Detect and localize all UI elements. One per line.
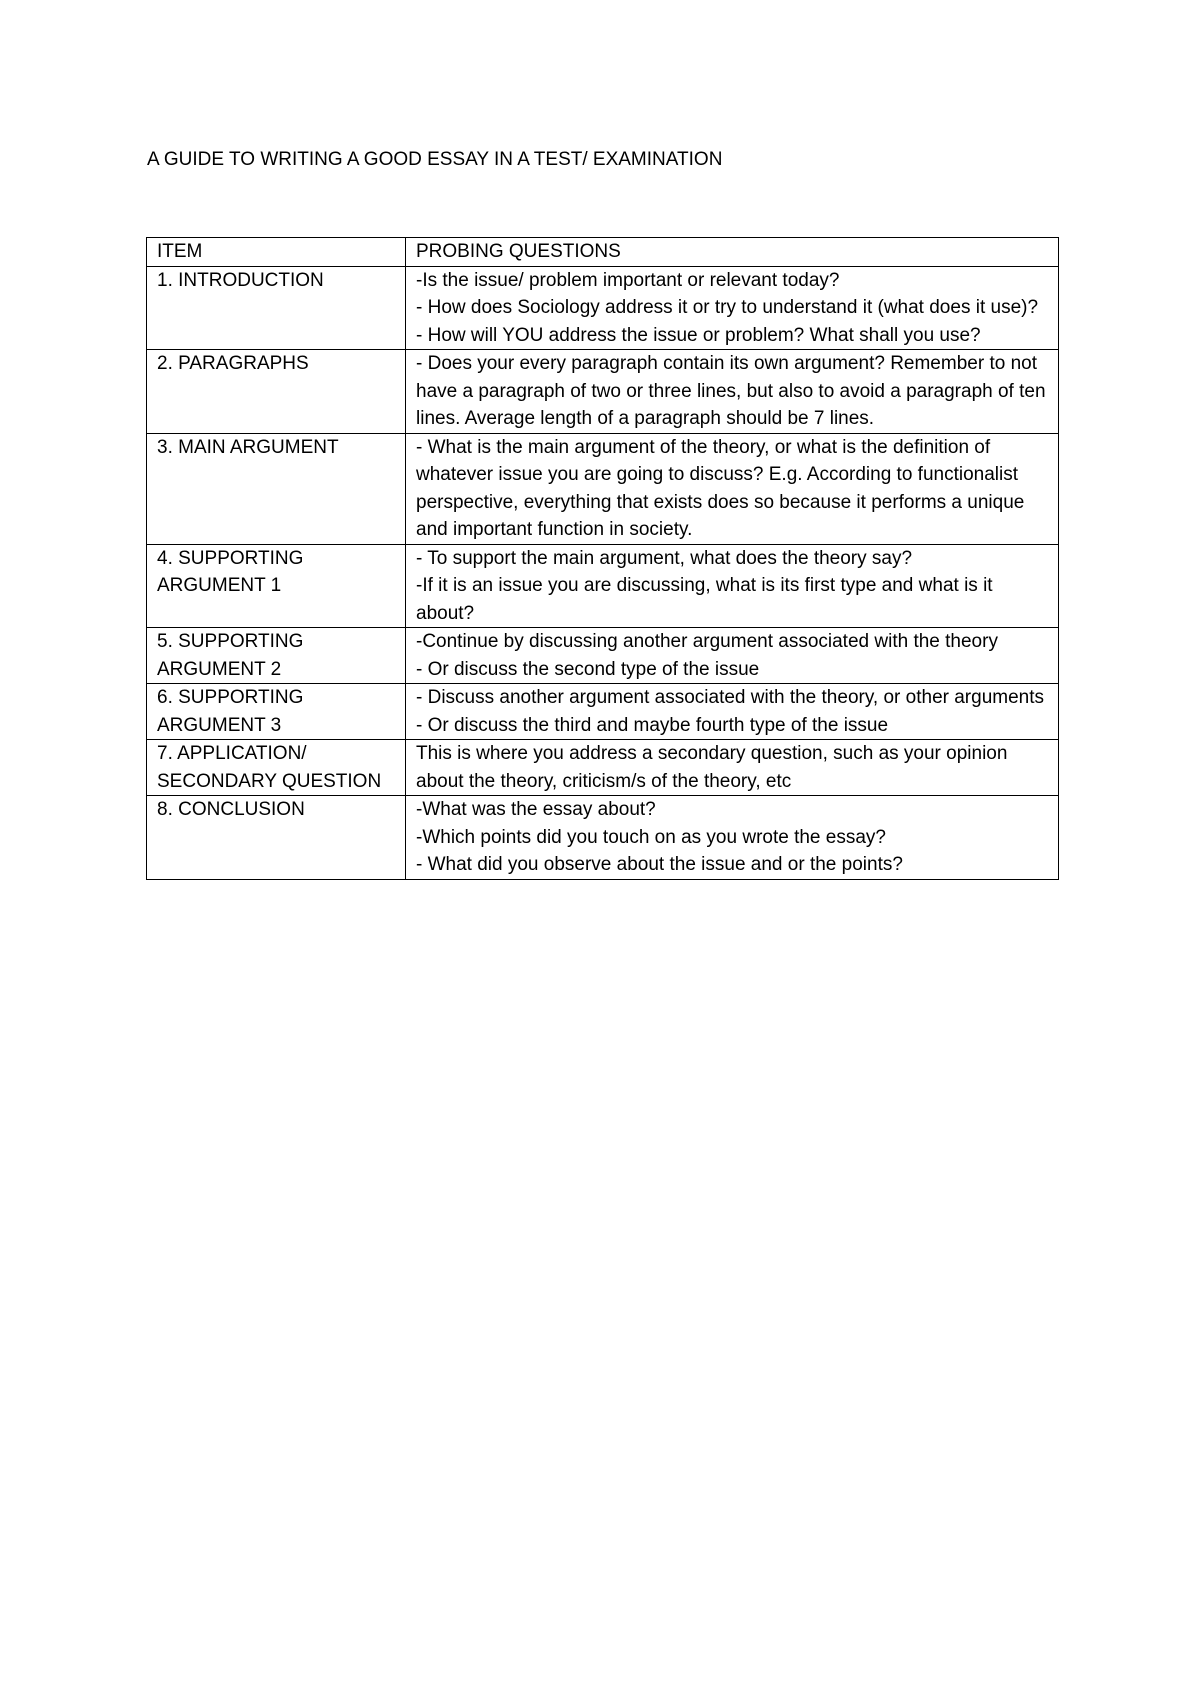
- item-cell: 2. PARAGRAPHS: [147, 350, 406, 434]
- questions-cell: - Does your every paragraph contain its own argument? Remember to not have a paragraph of two or three lines, but also to avoid a paragraph of ten lines. Average length of a paragraph should be 7 lines.: [406, 350, 1059, 434]
- item-cell: 8. CONCLUSION: [147, 796, 406, 880]
- questions-cell: - To support the main argument, what does the theory say? -If it is an issue you are discussing, what is its first type and what is it about?: [406, 544, 1059, 628]
- item-cell: 7. APPLICATION/ SECONDARY QUESTION: [147, 740, 406, 796]
- questions-cell: - Discuss another argument associated with the theory, or other arguments - Or discuss the third and maybe fourth type of the issue: [406, 684, 1059, 740]
- document-title: A GUIDE TO WRITING A GOOD ESSAY IN A TEST/ EXAMINATION: [147, 149, 723, 170]
- table-row: [147, 433, 1059, 544]
- table-row: [147, 740, 1059, 796]
- table-row: [147, 684, 1059, 740]
- questions-cell: -Continue by discussing another argument associated with the theory - Or discuss the second type of the issue: [406, 628, 1059, 684]
- questions-cell: - What is the main argument of the theory, or what is the definition of whatever issue you are going to discuss? E.g. According to functionalist perspective, everything that exists does so because it performs a unique and important function in society.: [406, 433, 1059, 544]
- item-cell: 3. MAIN ARGUMENT: [147, 433, 406, 544]
- table-header-row: [147, 238, 1059, 267]
- table-row: [147, 350, 1059, 434]
- item-cell: 1. INTRODUCTION: [147, 266, 406, 350]
- table-row: [147, 544, 1059, 628]
- header-probing-questions: PROBING QUESTIONS: [406, 238, 1059, 267]
- questions-cell: -What was the essay about? -Which points did you touch on as you wrote the essay? - What did you observe about the issue and or the points?: [406, 796, 1059, 880]
- item-cell: 6. SUPPORTING ARGUMENT 3: [147, 684, 406, 740]
- table-row: [147, 628, 1059, 684]
- header-item: ITEM: [147, 238, 406, 267]
- table-row: [147, 266, 1059, 350]
- item-cell: 5. SUPPORTING ARGUMENT 2: [147, 628, 406, 684]
- questions-cell: This is where you address a secondary question, such as your opinion about the theory, criticism/s of the theory, etc: [406, 740, 1059, 796]
- questions-cell: -Is the issue/ problem important or relevant today? - How does Sociology address it or try to understand it (what does it use)? - How will YOU address the issue or problem? What shall you use?: [406, 266, 1059, 350]
- table-row: [147, 796, 1059, 880]
- essay-guide-table: [146, 237, 1059, 880]
- item-cell: 4. SUPPORTING ARGUMENT 1: [147, 544, 406, 628]
